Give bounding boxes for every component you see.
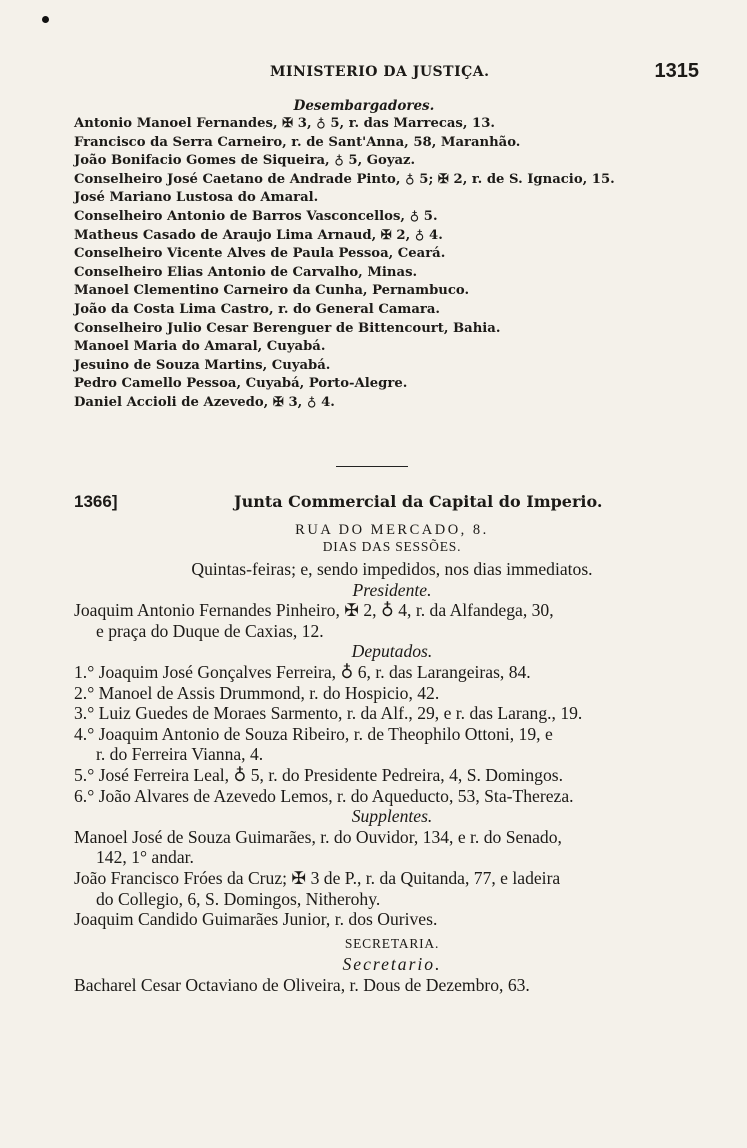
list-item: 4.° Joaquim Antonio de Souza Ribeiro, r. de Theophilo Ottoni, 19, e	[74, 723, 553, 744]
list-item: Conselheiro Vicente Alves de Paula Pessoa, Ceará.	[74, 246, 446, 262]
list-item: Daniel Accioli de Azevedo, ✠ 3, ♁ 4.	[74, 394, 335, 410]
list-item: João da Costa Lima Castro, r. do General Camara.	[74, 301, 440, 317]
secretario-heading: Secretario.	[342, 954, 442, 975]
junta-section	[74, 492, 710, 995]
list-item: Pedro Camello Pessoa, Cuyabá, Porto-Alegre.	[74, 376, 408, 392]
list-item: 2.° Manoel de Assis Drummond, r. do Hospicio, 42.	[74, 682, 440, 703]
desembargadores-section	[74, 98, 714, 413]
deputados-heading: Deputados.	[351, 641, 433, 662]
ink-dot	[42, 16, 49, 23]
page-header-title: MINISTERIO DA JUSTIÇA.	[270, 64, 490, 80]
desembargadores-heading: Desembargadores.	[293, 98, 435, 114]
list-item: Manoel José de Souza Guimarães, r. do Ouvidor, 134, e r. do Senado,	[74, 826, 562, 847]
list-item: Conselheiro José Caetano de Andrade Pinto, ♁ 5; ✠ 2, r. de S. Ignacio, 15.	[74, 171, 615, 187]
page-number: 1315	[654, 60, 699, 82]
list-item: Manoel Clementino Carneiro da Cunha, Pernambuco.	[74, 283, 470, 299]
list-item: e praça do Duque de Caxias, 12.	[96, 620, 324, 641]
list-item: Joaquim Antonio Fernandes Pinheiro, ✠ 2, ♁ 4, r. da Alfandega, 30,	[74, 600, 554, 621]
list-item: 5.° José Ferreira Leal, ♁ 5, r. do Presidente Pedreira, 4, S. Domingos.	[74, 764, 563, 785]
running-header	[0, 60, 747, 88]
list-item: João Bonifacio Gomes de Siqueira, ♁ 5, Goyaz.	[74, 153, 416, 169]
list-item: Conselheiro Antonio de Barros Vasconcellos, ♁ 5.	[74, 208, 438, 224]
list-item: José Mariano Lustosa do Amaral.	[74, 190, 319, 206]
list-item: Antonio Manoel Fernandes, ✠ 3, ♁ 5, r. das Marrecas, 13.	[74, 116, 495, 131]
list-item: João Francisco Fróes da Cruz; ✠ 3 de P., r. da Quitanda, 77, e ladeira	[74, 867, 561, 888]
list-item: r. do Ferreira Vianna, 4.	[96, 744, 264, 765]
junta-header	[74, 492, 710, 518]
secretario-line: Bacharel Cesar Octaviano de Oliveira, r. Dous de Dezembro, 63.	[74, 974, 530, 995]
list-item: 1.° Joaquim José Gonçalves Ferreira, ♁ 6, r. das Larangeiras, 84.	[74, 661, 531, 682]
list-item: Conselheiro Elias Antonio de Carvalho, Minas.	[74, 264, 418, 280]
section-number: 1366]	[74, 492, 118, 511]
list-item: 3.° Luiz Guedes de Moraes Sarmento, r. da Alf., 29, e r. das Larang., 19.	[74, 703, 583, 724]
list-item: Francisco da Serra Carneiro, r. de Sant'Anna, 58, Maranhão.	[74, 134, 521, 150]
supplentes-heading: Supplentes.	[351, 806, 433, 827]
list-item: Joaquim Candido Guimarães Junior, r. dos Ourives.	[74, 909, 438, 930]
junta-title: Junta Commercial da Capital do Imperio.	[234, 492, 603, 511]
list-item: Matheus Casado de Araujo Lima Arnaud, ✠ 2, ♁ 4.	[74, 227, 443, 243]
dias-heading: DIAS DAS SESSÕES.	[322, 539, 462, 554]
list-item: do Collegio, 6, S. Domingos, Nitherohy.	[96, 888, 381, 909]
presidente-heading: Presidente.	[352, 579, 432, 600]
desembargadores-list	[74, 115, 714, 413]
list-item: Manoel Maria do Amaral, Cuyabá.	[74, 339, 326, 355]
dias-text: Quintas-feiras; e, sendo impedidos, nos dias immediatos.	[191, 559, 593, 579]
secretaria-heading: SECRETARIA.	[344, 935, 440, 951]
list-item: Jesuino de Souza Martins, Cuyabá.	[74, 357, 331, 373]
list-item: 142, 1° andar.	[96, 847, 194, 868]
junta-address: RUA DO MERCADO, 8.	[295, 522, 489, 538]
section-divider	[336, 466, 408, 467]
list-item: Conselheiro Julio Cesar Berenguer de Bittencourt, Bahia.	[74, 320, 501, 336]
list-item: 6.° João Alvares de Azevedo Lemos, r. do Aqueducto, 53, Sta-Thereza.	[74, 785, 574, 806]
